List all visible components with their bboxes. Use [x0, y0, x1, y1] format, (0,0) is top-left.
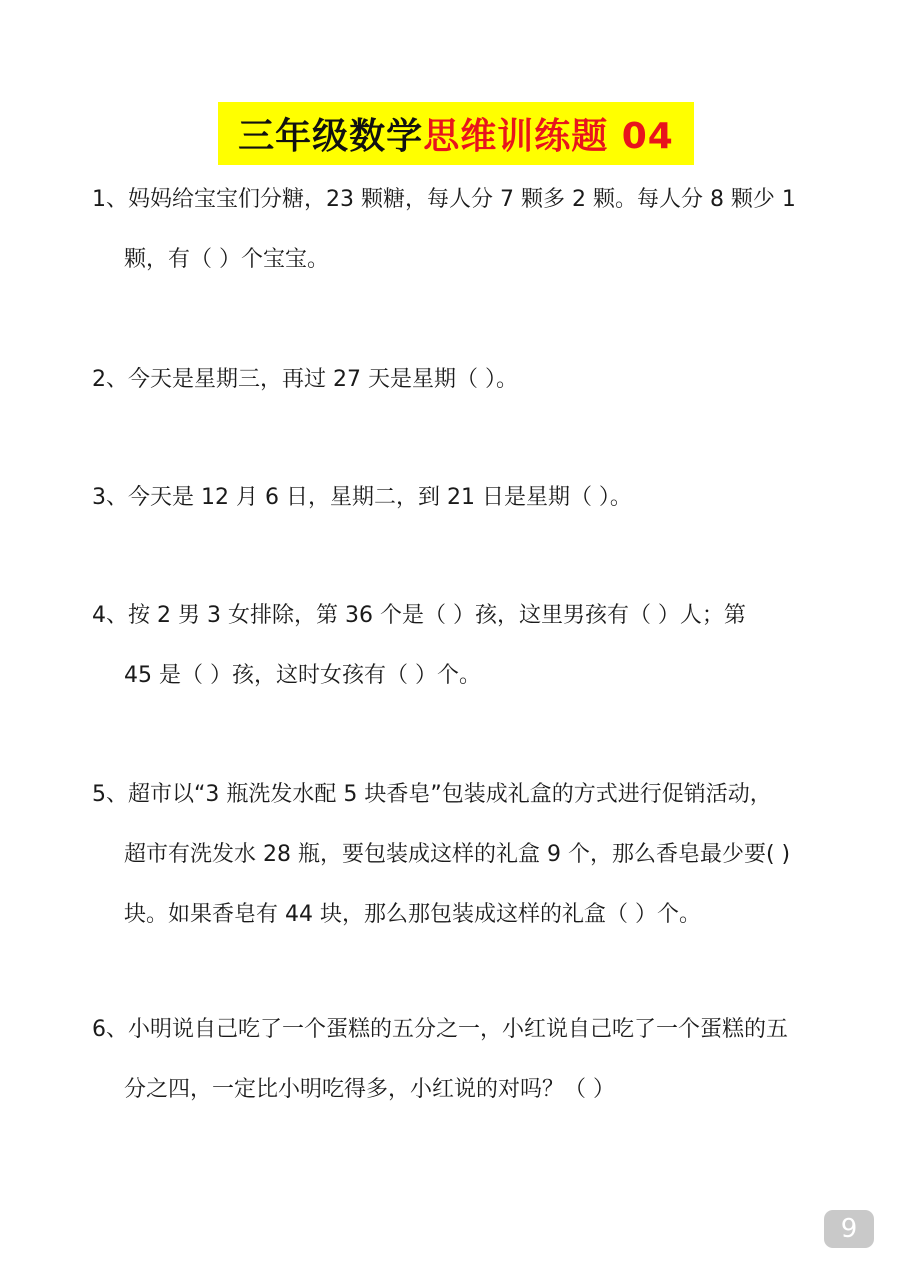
question-line: 3、今天是 12 月 6 日，星期二，到 21 日是星期（ ）。: [92, 485, 632, 510]
question-1: [92, 170, 832, 290]
question-line: 块。如果香皂有 44 块，那么那包装成这样的礼盒（ ）个。: [124, 902, 701, 927]
question-3: [92, 468, 832, 528]
question-4: [92, 586, 832, 706]
title-banner: [218, 102, 694, 165]
question-line: 45 是（ ）孩，这时女孩有（ ）个。: [124, 663, 481, 688]
title-black-part: 三年级数学: [238, 116, 424, 157]
page-number-badge: 9: [824, 1210, 874, 1248]
question-line: 4、按 2 男 3 女排除，第 36 个是（ ）孩，这里男孩有（ ）人；第: [92, 603, 746, 628]
question-6: [92, 1000, 832, 1120]
question-line: 颗，有（ ）个宝宝。: [124, 247, 329, 272]
title-red-part: 思维训练题 04: [423, 116, 674, 157]
question-line: 2、今天是星期三，再过 27 天是星期（ ）。: [92, 367, 518, 392]
question-line: 5、超市以“3 瓶洗发水配 5 块香皂”包装成礼盒的方式进行促销活动，: [92, 782, 772, 807]
page-title: [238, 108, 674, 159]
question-line: 超市有洗发水 28 瓶，要包装成这样的礼盒 9 个，那么香皂最少要( ): [124, 842, 791, 867]
question-line: 6、小明说自己吃了一个蛋糕的五分之一，小红说自己吃了一个蛋糕的五: [92, 1017, 788, 1042]
question-line: 1、妈妈给宝宝们分糖，23 颗糖，每人分 7 颗多 2 颗。每人分 8 颗少 1: [92, 187, 796, 212]
question-line: 分之四，一定比小明吃得多，小红说的对吗？（ ）: [124, 1077, 615, 1102]
question-5: [92, 765, 832, 945]
question-2: [92, 350, 832, 410]
